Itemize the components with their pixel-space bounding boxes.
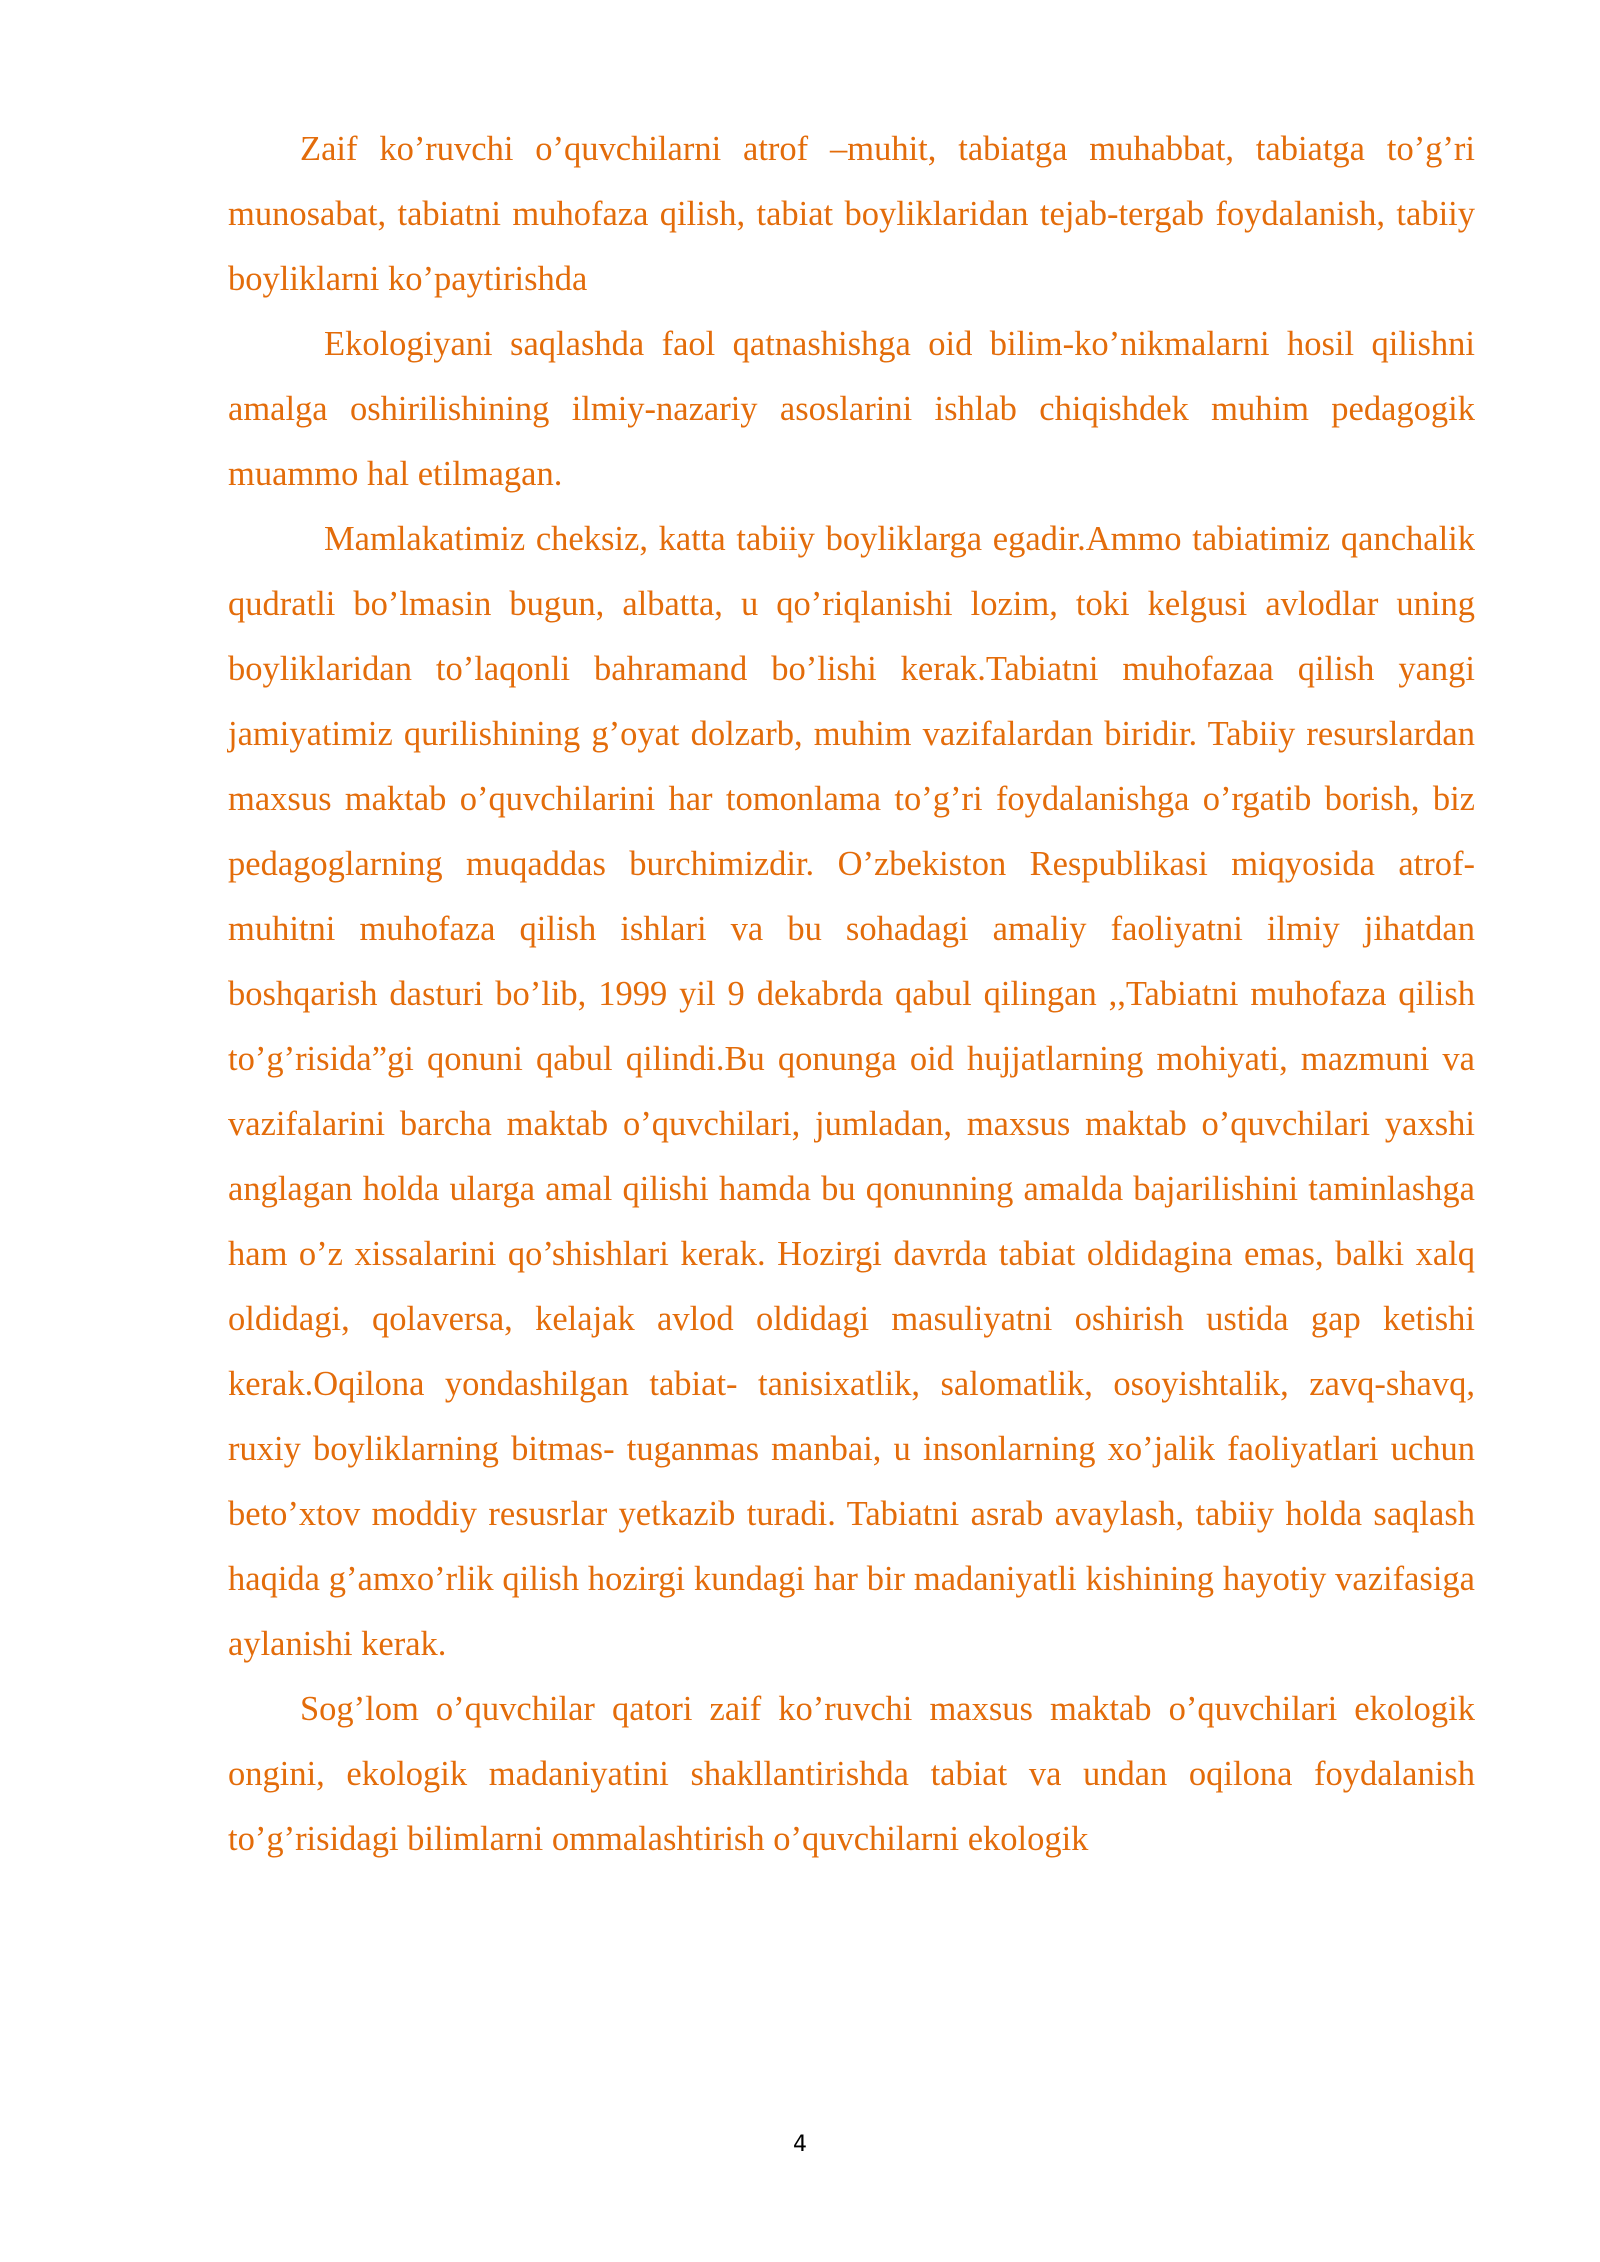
paragraph-intro: Zaif ko’ruvchi o’quvchilarni atrof –muhit, tabiatga muhabbat, tabiatga to’g’ri munosabat, tabiatni muhofaza qilish, tabiat boyliklaridan tejab-tergab foydalanish, tabiiy boyliklarni ko’paytirishda: [228, 130, 1475, 298]
page-number: 4: [793, 2132, 807, 2157]
paragraph-healthy-students: Sog’lom o’quvchilar qatori zaif ko’ruvchi maxsus maktab o’quvchilari ekologik ongini, ekologik madaniyatini shakllantirishda tabiat va undan oqilona foydalanish to’g’risidagi bilimlarni ommalashtirish o’quvchilarni ekologik: [228, 1690, 1475, 1858]
paragraph-nature-protection: Mamlakatimiz cheksiz, katta tabiiy boyliklarga egadir.Ammo tabiatimiz qanchalik qudratli bo’lmasin bugun, albatta, u qo’riqlanishi lozim, toki kelgusi avlodlar uning boyliklaridan to’laqonli bahramand bo’lishi kerak.Tabiatni muhofazaa qilish yangi jamiyatimiz qurilishining g’oyat dolzarb, muhim vazifalardan biridir. Tabiiy resurslardan maxsus maktab o’quvchilarini har tomonlama to’g’ri foydalanishga o’rgatib borish, biz pedagoglarning muqaddas burchimizdir. O’zbekiston Respublikasi miqyosida atrof-muhitni muhofaza qilish ishlari va bu sohadagi amaliy faoliyatni ilmiy jihatdan boshqarish dasturi bo’lib, 1999 yil 9 dekabrda qabul qilingan ,,Tabiatni muhofaza qilish to’g’risida”gi qonuni qabul qilindi.Bu qonunga oid hujjatlarning mohiyati, mazmuni va vazifalarini barcha maktab o’quvchilari, jumladan, maxsus maktab o’quvchilari yaxshi anglagan holda ularga amal qilishi hamda bu qonunning amalda bajarilishini taminlashga ham o’z xissalarini qo’shishlari kerak. Hozirgi davrda tabiat oldidagina emas, balki xalq oldidagi, qolaversa, kelajak avlod oldidagi masuliyatni oshirish ustida gap ketishi kerak.Oqilona yondashilgan tabiat- tanisixatlik, salomatlik, osoyishtalik, zavq-shavq, ruxiy boyliklarning bitmas- tuganmas manbai, u insonlarning xo’jalik faoliyatlari uchun beto’xtov moddiy resusrlar yetkazib turadi. Tabiatni asrab avaylash, tabiiy holda saqlash haqida g’amxo’rlik qilish hozirgi kundagi har bir madaniyatli kishining hayotiy vazifasiga aylanishi kerak.: [228, 520, 1475, 1663]
paragraph-ecology: Ekologiyani saqlashda faol qatnashishga oid bilim-ko’nikmalarni hosil qilishni amalga oshirilishining ilmiy-nazariy asoslarini ishlab chiqishdek muhim pedagogik muammo hal etilmagan.: [228, 325, 1475, 493]
document-body: [228, 117, 1475, 1872]
